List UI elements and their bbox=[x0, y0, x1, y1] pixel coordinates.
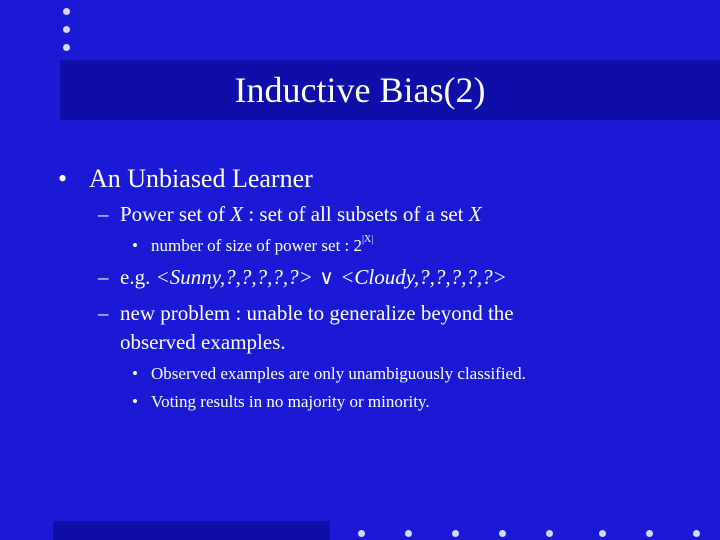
bullet-new-problem-line1: new problem : unable to generalize beyond the bbox=[120, 301, 514, 325]
bullet-new-problem-line2: observed examples. bbox=[120, 330, 286, 354]
bullet-marker-small: • bbox=[132, 392, 138, 411]
bullet-marker: • bbox=[58, 164, 68, 193]
bullet-marker-small: • bbox=[132, 364, 138, 383]
bullet-power-set-size: number of size of power set : $2^{|X|}$ bbox=[151, 234, 374, 255]
bullet-example: e.g. <Sunny,?,?,?,?,?> ∨ <Cloudy,?,?,?,?,?> bbox=[120, 265, 507, 289]
decor-dot-bottom-3 bbox=[452, 530, 459, 537]
title-bar bbox=[60, 60, 720, 120]
bullet-marker-small: • bbox=[132, 236, 138, 255]
dash-marker: – bbox=[98, 265, 109, 289]
decor-dot-bottom-1 bbox=[358, 530, 365, 537]
decor-dot-top-1 bbox=[63, 8, 70, 15]
bottom-bar bbox=[53, 521, 330, 540]
decor-dot-bottom-4 bbox=[499, 530, 506, 537]
dash-marker: – bbox=[98, 301, 109, 325]
decor-dot-bottom-2 bbox=[405, 530, 412, 537]
decor-dot-bottom-8 bbox=[693, 530, 700, 537]
decor-dot-bottom-7 bbox=[646, 530, 653, 537]
decor-dot-bottom-5 bbox=[546, 530, 553, 537]
decor-dot-top-3 bbox=[63, 44, 70, 51]
decor-dot-bottom-6 bbox=[599, 530, 606, 537]
bullet-power-set: Power set of X : set of all subsets of a set X bbox=[120, 202, 482, 226]
dash-marker: – bbox=[98, 202, 109, 226]
bullet-observed-examples: Observed examples are only unambiguously classified. bbox=[151, 364, 526, 383]
bullet-voting-results: Voting results in no majority or minority. bbox=[151, 392, 430, 411]
decor-dot-top-2 bbox=[63, 26, 70, 33]
slide-title: Inductive Bias(2) bbox=[234, 70, 486, 110]
bullet-unbiased-learner: An Unbiased Learner bbox=[89, 164, 313, 193]
